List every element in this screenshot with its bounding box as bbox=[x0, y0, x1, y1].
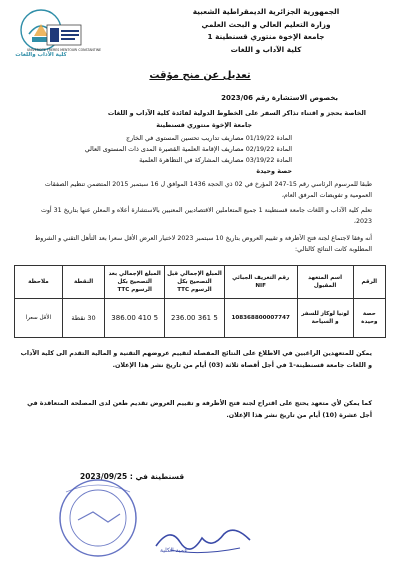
cell-number: حصة وحيدة bbox=[353, 299, 385, 338]
official-stamp bbox=[38, 470, 158, 560]
paragraph-appeal: كما يمكن لأي متعهد يحتج على اقتراح لجنة فتح الأظرفة و تقييم العروض تقديم طعن لدى المصلحة المتعاقدة في أجل عشرة (10) أيام من تاريخ نشر هذا الإعلان. bbox=[27, 400, 372, 419]
cell-amount-before: 5 361 236.00 bbox=[165, 299, 225, 338]
col-note: ملاحظة bbox=[15, 266, 63, 299]
header-country: الجمهورية الجزائرية الديمقراطية الشعبية bbox=[192, 7, 340, 16]
results-table bbox=[14, 265, 386, 338]
cell-bidder: لونيا لوكاز للسفر و السياحة bbox=[297, 299, 353, 338]
header-ministry: وزارة التعليم العالي و البحث العلمي bbox=[201, 19, 331, 29]
paragraph-results: أنه وفقا لاجتماع لجنة فتح الأظرفة و تقييم العروض بتاريخ 10 سبتمبر 2023 لاختيار العرض الأقل سعرا بعد التأهل التقني و الشروط المطلوبة كانت النتائج كالتالي: bbox=[34, 235, 372, 253]
paragraph-notice: تعلم كلية الآداب و اللغات جامعة قسنطينة 1 جميع المتعاملين الاقتصاديين المعنيين بالاستشارة أعلاه و المعلن عنها بتاريخ 31 أوت 2023، bbox=[40, 207, 372, 225]
cell-nif: 108368800007747 bbox=[224, 299, 297, 338]
col-bidder: اسم المتعهد المقبول bbox=[297, 266, 353, 299]
table-header-row bbox=[15, 266, 386, 299]
header bbox=[140, 6, 392, 56]
header-university: جامعة الإخوة منتوري قسنطينة 1 bbox=[207, 32, 325, 41]
document-title: تعديل عن منح مؤقت bbox=[149, 70, 251, 81]
subject-line-2: جامعة الإخوة منتوري قسنطينة bbox=[156, 121, 252, 129]
article-2: المادة 02/19/22 مصاريف الإقامة العلمية القصيرة المدى ذات المستوى العالي bbox=[84, 145, 292, 153]
col-nif: رقم التعريف الجبائي NIF bbox=[224, 266, 297, 299]
lot-label: حصة وحيدة bbox=[256, 167, 292, 175]
university-logo bbox=[26, 24, 102, 54]
subject-line: الخاصة بحجز و اقتناء تذاكر السفر على الخطوط الدولية لفائدة كلية الآداب و اللغات bbox=[107, 109, 366, 117]
col-score: النقطة bbox=[62, 266, 105, 299]
cell-amount-after: 5 410 386.00 bbox=[105, 299, 165, 338]
university-logo-text: UNIVERSITE FRERES MENTOURI CONSTANTINE bbox=[26, 48, 102, 52]
col-amount-before: المبلغ الإجمالي قبل التصحيح بكل الرسوم TTC bbox=[165, 266, 225, 299]
paragraph-decree: طبقا للمرسوم الرئاسي رقم 15-247 المؤرخ في 02 ذي الحجة 1436 الموافق ل 16 سبتمبر 2015 المتضمن تنظيم الصفقات العمومية و تفويضات المرفق العام، bbox=[44, 181, 372, 199]
cell-score: 30 نقطة bbox=[62, 299, 105, 338]
faculty-logo-text: كلية الآداب واللغات bbox=[15, 52, 67, 58]
place-date: قسنطينة في : 2023/09/25 bbox=[80, 472, 185, 481]
article-3: المادة 03/19/22 مصاريف المشاركة في التظاهرة العلمية bbox=[139, 156, 292, 164]
col-amount-after: المبلغ الإجمالي بعد التصحيح بكل الرسوم TTC bbox=[105, 266, 165, 299]
consultation-number: بخصوص الاستشارة رقم 2023/06 bbox=[221, 94, 338, 102]
table-row bbox=[15, 299, 386, 338]
signature-title: عميد الكلية bbox=[160, 547, 188, 554]
cell-note: الأقل سعرا bbox=[15, 299, 63, 338]
paragraph-review: يمكن للمتعهدين الراغبين في الاطلاع على النتائج المفصلة لتقييم عروضهم التقنية و المالية التقدم الى كلية الآداب و اللغات جامعة قسنطينة-1 في أجل أقصاه ثلاثة (03) أيام من تاريخ نشر هذا الإعلان. bbox=[20, 350, 372, 369]
col-number: الرقم bbox=[353, 266, 385, 299]
header-faculty: كلية الآداب و اللغات bbox=[230, 44, 302, 54]
article-1: المادة 01/19/22 مصاريف تداريب تحسين المستوى في الخارج bbox=[125, 134, 292, 142]
